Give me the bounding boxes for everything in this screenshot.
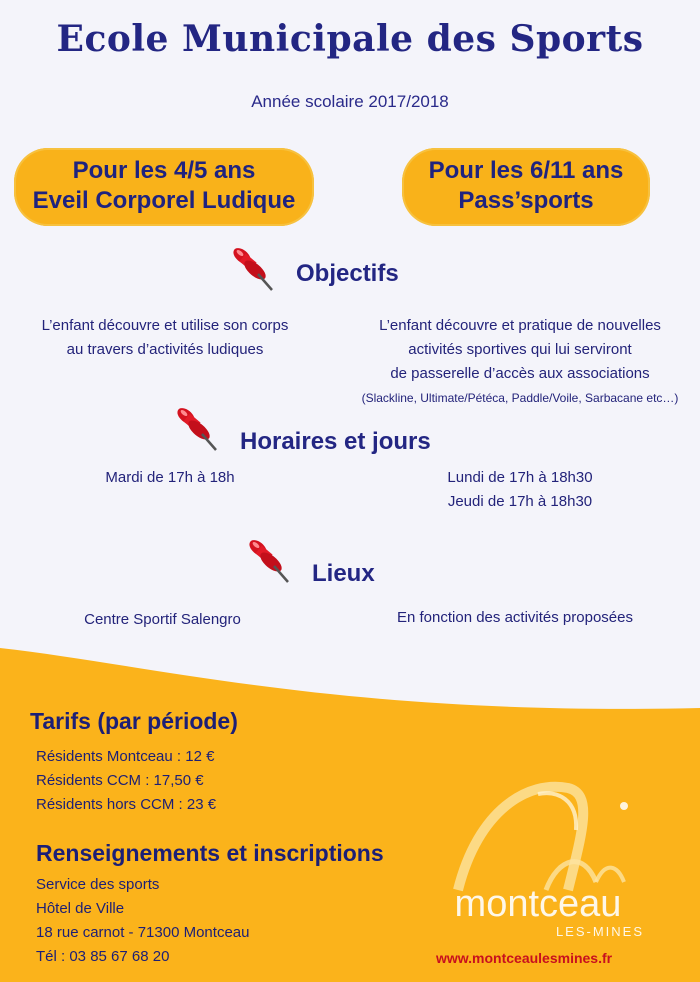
horaires-right-line: Jeudi de 17h à 18h30 bbox=[447, 493, 593, 510]
renseignements-title: Renseignements et inscriptions bbox=[36, 840, 384, 866]
tarifs-title: Tarifs (par période) bbox=[30, 708, 238, 734]
horaires-right bbox=[410, 466, 630, 514]
page-title: Ecole Municipale des Sports bbox=[56, 18, 644, 60]
tarif-line: Résidents hors CCM : 23 € bbox=[36, 796, 217, 813]
lieux-left: Centre Sportif Salengro bbox=[84, 611, 241, 628]
badge-6-11-ans bbox=[402, 148, 650, 226]
contact-line: Service des sports bbox=[36, 876, 160, 893]
objectifs-right-note: (Slackline, Ultimate/Pétéca, Paddle/Voile, Sarbacane etc…) bbox=[361, 391, 679, 405]
badge-4-5-ans bbox=[14, 148, 314, 226]
logo-sub: LES-MINES bbox=[555, 924, 645, 939]
horaires-right-line: Lundi de 17h à 18h30 bbox=[447, 469, 593, 486]
montceau-logo bbox=[418, 770, 658, 950]
badge-right-line2: Pass’sports bbox=[458, 187, 594, 214]
pushpin-icon bbox=[226, 240, 280, 294]
badge-right-line1: Pour les 6/11 ans bbox=[428, 157, 624, 184]
objectifs-left bbox=[20, 314, 310, 362]
objectifs-right-line: L’enfant découvre et pratique de nouvelles bbox=[379, 317, 661, 334]
logo-name: montceau bbox=[454, 883, 622, 925]
section-title-objectifs: Objectifs bbox=[296, 260, 399, 287]
pushpin-icon bbox=[170, 400, 224, 454]
tarif-line: Résidents CCM : 17,50 € bbox=[36, 772, 204, 789]
objectifs-left-line: au travers d’activités ludiques bbox=[66, 341, 264, 358]
section-title-lieux: Lieux bbox=[312, 560, 375, 587]
badge-left-line2: Eveil Corporel Ludique bbox=[32, 187, 296, 214]
horaires-left: Mardi de 17h à 18h bbox=[105, 469, 235, 486]
badge-left-line1: Pour les 4/5 ans bbox=[72, 157, 256, 184]
contact-line: 18 rue carnot - 71300 Montceau bbox=[36, 924, 250, 941]
objectifs-right-line: activités sportives qui lui serviront bbox=[408, 341, 632, 358]
contact-line: Tél : 03 85 67 68 20 bbox=[36, 948, 170, 965]
lieux-right: En fonction des activités proposées bbox=[397, 609, 633, 626]
section-title-horaires: Horaires et jours bbox=[240, 428, 431, 455]
objectifs-right-line: de passerelle d’accès aux associations bbox=[390, 365, 650, 382]
tarif-line: Résidents Montceau : 12 € bbox=[36, 748, 215, 765]
objectifs-right bbox=[340, 314, 700, 410]
school-year: Année scolaire 2017/2018 bbox=[251, 92, 449, 111]
pushpin-icon bbox=[242, 532, 296, 586]
website-link[interactable]: www.montceaulesmines.fr bbox=[436, 950, 613, 966]
objectifs-left-line: L’enfant découvre et utilise son corps bbox=[41, 317, 289, 334]
contact-line: Hôtel de Ville bbox=[36, 900, 125, 917]
